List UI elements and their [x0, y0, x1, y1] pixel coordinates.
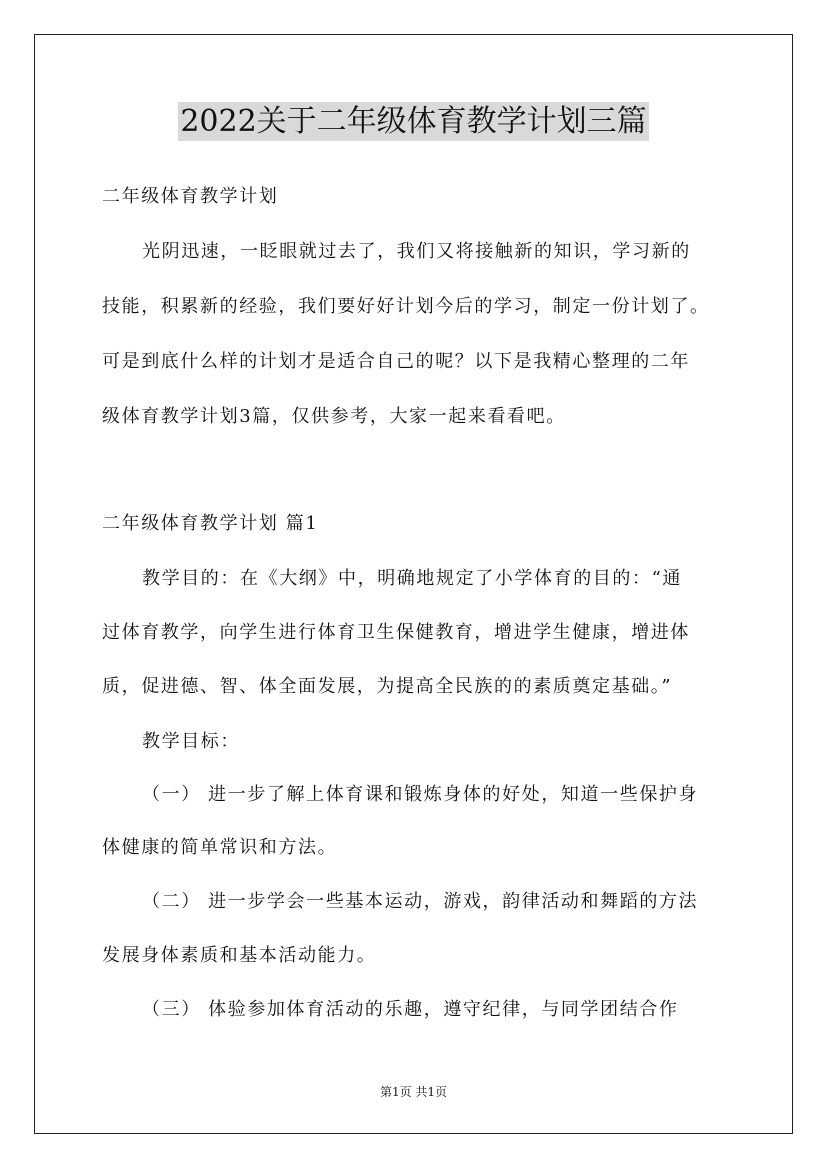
paragraph-line: 过体育教学，向学生进行体育卫生保健教育，增进学生健康，增进体 — [102, 622, 690, 643]
paragraph-line: 质，促进德、智、体全面发展，为提高全民族的的素质奠定基础。” — [102, 676, 673, 697]
document-title — [0, 96, 827, 140]
paragraph-line: 教学目的：在《大纲》中，明确地规定了小学体育的目的：“通 — [142, 568, 682, 589]
goal-line: （一） 进一步了解上体育课和锻炼身体的好处，知道一些保护身 — [142, 784, 699, 805]
page-number: 第1页 共1页 — [379, 1085, 448, 1099]
goal-line: 发展身体素质和基本活动能力。 — [102, 945, 377, 966]
section-heading: 二年级体育教学计划 — [102, 186, 279, 207]
paragraph-line: 可是到底什么样的计划才是适合自己的呢？以下是我精心整理的二年 — [102, 351, 690, 372]
goal-line: 体健康的简单常识和方法。 — [102, 837, 338, 858]
paragraph-line: 级体育教学计划3篇，仅供参考，大家一起来看看吧。 — [102, 406, 566, 427]
goals-label: 教学目标： — [142, 731, 240, 752]
paragraph-line: 光阴迅速，一眨眼就过去了，我们又将接触新的知识，学习新的 — [142, 241, 691, 262]
goal-line: （三） 体验参加体育活动的乐趣，遵守纪律，与同学团结合作 — [142, 999, 679, 1020]
document-title-text: 2022关于二年级体育教学计划三篇 — [180, 104, 647, 139]
paragraph-line: 技能，积累新的经验，我们要好好计划今后的学习，制定一份计划了。 — [102, 296, 710, 317]
goal-line: （二） 进一步学会一些基本运动，游戏，韵律活动和舞蹈的方法 — [142, 891, 699, 912]
section-heading: 二年级体育教学计划 篇1 — [102, 513, 319, 534]
